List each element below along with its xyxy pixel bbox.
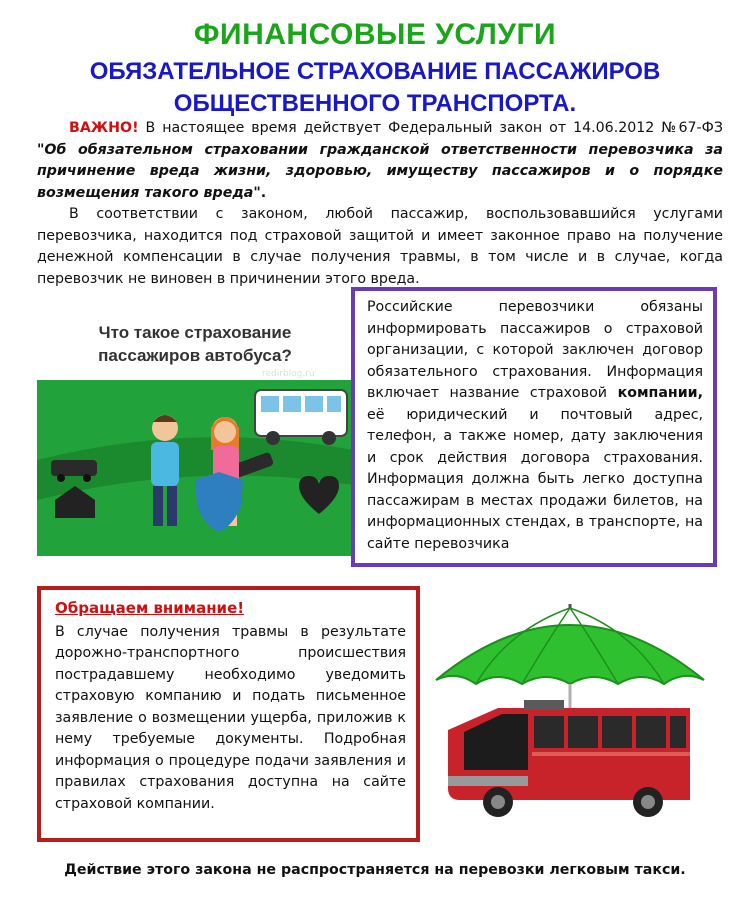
intro-paragraph-1 [37, 118, 723, 204]
illustration-watermark: redirblog.ru [262, 369, 315, 379]
carrier-highlight: компании, [617, 385, 703, 401]
page-title: ФИНАНСОВЫЕ УСЛУГИ [193, 18, 557, 51]
illustration-graphic [37, 310, 353, 556]
intro-lead-text: В настоящее время действует Федеральный закон от 14.06.2012 №67-ФЗ [138, 120, 723, 136]
attention-body: В случае получения травмы в результате дорожно-транспортного происшествия пострадавшему необходимо уведомить страховую компанию и подать письменное заявление о возмещении ущерба, приложив к нему требуемые документы. Подробная информация о процедуре подачи заявления и правилах страхования доступна на сайте страховой компании. [55, 623, 406, 812]
bus-insurance-illustration [37, 310, 353, 556]
page-subtitle-line2: ОБЩЕСТВЕННОГО ТРАНСПОРТА. [173, 90, 577, 117]
umbrella-bus-graphic [428, 600, 713, 840]
carrier-text-before: Российские перевозчики обязаны информировать пассажиров о страховой организации, с которой заключен договор обязательного страхования. Информация включает название страховой [367, 299, 703, 401]
umbrella-bus-illustration [428, 600, 713, 840]
law-tail: ". [253, 184, 267, 201]
important-label: ВАЖНО! [69, 120, 139, 136]
law-name: "Об обязательном страховании гражданской ответственности перевозчика за причинение вреда жизни, здоровью, имуществу пассажиров и о порядке возмещения такого вреда [37, 141, 723, 201]
intro-paragraph-2: В соответствии с законом, любой пассажир, воспользовавшийся услугами перевозчика, находится под страховой защитой и имеет законное право на получение денежной компенсации в случае получения травмы, в том числе и в случае, когда перевозчик не виновен в причинении этого вреда. [37, 206, 723, 287]
carrier-obligations-box [351, 287, 717, 567]
bus-icon [255, 390, 347, 445]
attention-heading: Обращаем внимание! [55, 599, 245, 617]
attention-box [37, 586, 420, 842]
intro-section [37, 118, 723, 290]
illustration-caption-line1: Что такое страхование [98, 323, 292, 342]
page-subtitle-line1: ОБЯЗАТЕЛЬНОЕ СТРАХОВАНИЕ ПАССАЖИРОВ [89, 58, 661, 85]
footer-note: Действие этого закона не распространяется на перевозки легковым такси. [64, 862, 686, 878]
bus-icon [448, 700, 690, 817]
illustration-caption-line2: пассажиров автобуса? [98, 346, 292, 365]
carrier-text-after: её юридический и почтовый адрес, телефон, а также номер, дату заключения и срок действия договора страхования. Информация должна быть легко доступна пассажирам в местах продажи билетов, на информационных стендах, в транспорте, на сайте перевозчика [367, 406, 703, 552]
